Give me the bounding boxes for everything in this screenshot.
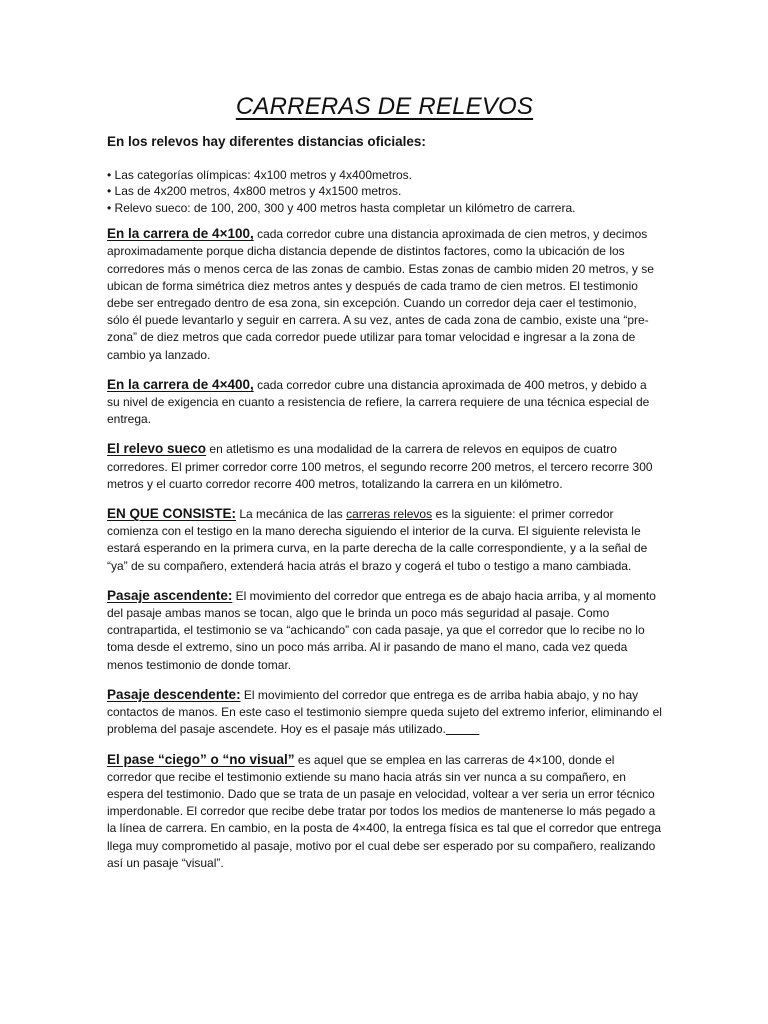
paragraph-lead: El relevo sueco <box>107 441 207 457</box>
list-item: • Las de 4x200 metros, 4x800 metros y 4x1500 metros. <box>107 184 402 199</box>
paragraph-lead: Pasaje descendente: <box>107 686 241 702</box>
paragraph-text: en atletismo es una modalidad de la carrera de relevos en equipos de cuatro corredores. El primer corredor corre 100 metros, el segundo recorre 200 metros, el tercero recorre 300 metros y el cuarto corredor recorre 400 metros, totalizando la carrera en un kilómetro. <box>107 442 653 491</box>
paragraph-lead: En la carrera de 4×100, <box>107 226 254 242</box>
paragraph-4x100 <box>107 225 662 364</box>
paragraph-text: cada corredor cubre una distancia aproximada de 400 metros, y debido a su nivel de exigencia en cuanto a resistencia de refiere, la carrera requiere de una técnica especial de entrega. <box>107 377 650 427</box>
paragraph-lead: El pase “ciego” o “no visual” <box>107 751 295 767</box>
intro-heading: En los relevos hay diferentes distancias oficiales: <box>107 134 426 149</box>
paragraph-relevo-sueco <box>107 440 662 493</box>
paragraph-4x400 <box>107 376 662 429</box>
paragraph-text: La mecánica de las <box>236 507 347 522</box>
paragraph-lead: Pasaje ascendente: <box>107 587 233 603</box>
carreras-relevos-link[interactable]: carreras relevos <box>346 507 433 522</box>
paragraph-en-que-consiste <box>107 505 662 575</box>
paragraph-pase-ciego <box>107 751 662 872</box>
list-item: • Relevo sueco: de 100, 200, 300 y 400 metros hasta completar un kilómetro de carrera. <box>107 200 576 215</box>
paragraph-lead: En la carrera de 4×400, <box>107 376 254 392</box>
paragraph-text: El movimiento del corredor que entrega es de arriba habia abajo, y no hay contactos de manos. En este caso el testimonio siempre queda sujeto del extremo inferior, eliminando el problema del pasaje ascendete. Hoy es el pasaje más utilizado. <box>107 687 662 737</box>
paragraph-pasaje-ascendente <box>107 587 662 674</box>
document-title: CARRERAS DE RELEVOS <box>235 93 534 120</box>
paragraph-text: El movimiento del corredor que entrega es de abajo hacia arriba, y al momento del pasaje ambas manos se tocan, algo que le brinda un poco más seguridad al pasaje. Como contrapartida, el testimonio se va “achicando” con cada pasaje, ya que el corredor que lo recibe no lo toma desde el extremo, sino un poco más arriba. Al ir pasando de mano el mano, cada vez queda menos testimonio de donde tomar. <box>107 588 656 672</box>
list-item: • Las categorías olímpicas: 4x100 metros y 4x400metros. <box>107 168 413 182</box>
paragraph-text: cada corredor cubre una distancia aproximada de cien metros, y decimos aproximadamente porque dicha distancia depende de distintos factores, como la ubicación de los corredores más o menos cerca de las zonas de cambio. Estas zonas de cambio miden 20 metros, y se ubican de forma simétrica diez metros antes y después de cada tramo de cien metros. El testimonio debe ser entregado dentro de esa zona, sin excepción. Cuando un corredor deja caer el testimonio, sólo él puede levantarlo y seguir en carrera. A su vez, antes de cada zona de cambio, existe una “pre-zona” de diez metros que cada corredor puede utilizar para tomar velocidad e ingresar a la zona de cambio ya lanzado. <box>107 227 654 362</box>
distance-list <box>107 167 662 216</box>
paragraph-text: es la siguiente: el primer corredor comienza con el testigo en la mano derecha siguiendo el interior de la curva. El siguiente relevista le estará esperando en la primera curva, en la parte derecha de la calle correspondiente, y a la señal de “ya” de su compañero, extenderá hacia atrás el brazo y cogerá el tubo o testigo a mano cambiada. <box>107 507 648 573</box>
paragraph-lead: EN QUE CONSISTE: <box>107 506 237 522</box>
paragraph-text: es aquel que se emplea en las carreras de 4×100, donde el corredor que recibe el testimonio extiende su mano hacia atrás sin ver nunca a su compañero, en espera del testimonio. Dado que se trata de un pasaje en velocidad, voltear a ver seria un error técnico imperdonable. El corredor que recibe debe tratar por todos los medios de mantenerse lo más pegado a la línea de carrera. En cambio, en la posta de 4×400, la entrega física es tal que el corredor que entrega llega muy comprometido al pasaje, motivo por el cual debe ser esperado por su compañero, realizando así un pasaje “visual”. <box>107 752 662 870</box>
blank-line: _____ <box>445 722 480 737</box>
paragraph-pasaje-descendente <box>107 686 662 739</box>
